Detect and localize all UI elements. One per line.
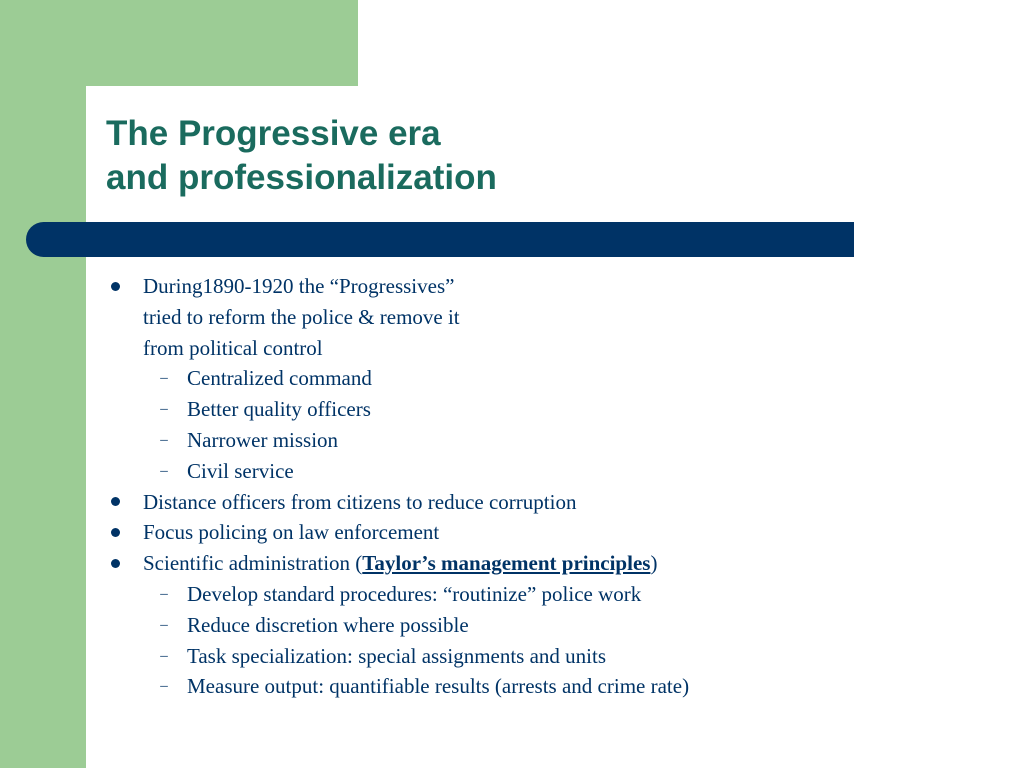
list-item — [100, 487, 960, 518]
sub-list-item — [100, 394, 960, 425]
bullet-dot-icon — [106, 517, 124, 548]
dash-bullet-icon: – — [160, 431, 168, 448]
bullet-dot-icon — [106, 487, 124, 518]
dash-bullet-icon: – — [160, 401, 168, 418]
sub-list-item-text: Better quality officers — [187, 397, 371, 422]
dash-bullet-icon: – — [160, 647, 168, 664]
list-item-text-line-3: from political control — [143, 335, 323, 360]
slide-title — [106, 112, 906, 200]
sub-list-item-text: Centralized command — [187, 366, 372, 391]
title-line-2: and professionalization — [106, 158, 497, 197]
title-divider-bar — [26, 222, 854, 257]
taylor-principles-link[interactable]: Taylor’s management principles — [362, 551, 651, 576]
sub-list-item — [100, 363, 960, 394]
sub-list-item — [100, 456, 960, 487]
green-top-decoration — [0, 0, 358, 86]
list-item — [100, 548, 960, 579]
bullet-dot-icon — [106, 271, 124, 302]
sub-list-item-text: Civil service — [187, 458, 294, 483]
sub-list-item-text: Reduce discretion where possible — [187, 612, 469, 637]
sub-list-item-text: Measure output: quantifiable results (arrests and crime rate) — [187, 674, 690, 699]
list-item-text: Focus policing on law enforcement — [143, 520, 440, 545]
sub-list-item-text: Develop standard procedures: “routinize” police work — [187, 581, 642, 606]
list-item-text: Distance officers from citizens to reduce corruption — [143, 489, 577, 514]
bullet-list — [100, 271, 960, 702]
sub-list-item — [100, 579, 960, 610]
dash-bullet-icon: – — [160, 678, 168, 695]
list-item — [100, 271, 960, 363]
list-item-text-before: Scientific administration ( — [143, 551, 363, 576]
list-item-text-after: ) — [650, 551, 658, 576]
sub-list-item — [100, 641, 960, 672]
list-item-text-line-2: tried to reform the police & remove it — [143, 304, 460, 329]
green-sidebar-decoration — [0, 0, 86, 768]
dash-bullet-icon: – — [160, 370, 168, 387]
dash-bullet-icon: – — [160, 616, 168, 633]
list-item — [100, 517, 960, 548]
list-item-text-line-1: During1890-1920 the “Progressives” — [143, 274, 455, 298]
title-line-1: The Progressive era — [106, 114, 441, 153]
sub-list-item — [100, 425, 960, 456]
dash-bullet-icon: – — [160, 585, 168, 602]
dash-bullet-icon: – — [160, 462, 168, 479]
sub-list-item — [100, 610, 960, 641]
bullet-dot-icon — [106, 548, 124, 579]
sub-list-item-text: Task specialization: special assignments and units — [187, 643, 607, 668]
sub-list-item — [100, 671, 960, 702]
sub-list-item-text: Narrower mission — [187, 427, 339, 452]
